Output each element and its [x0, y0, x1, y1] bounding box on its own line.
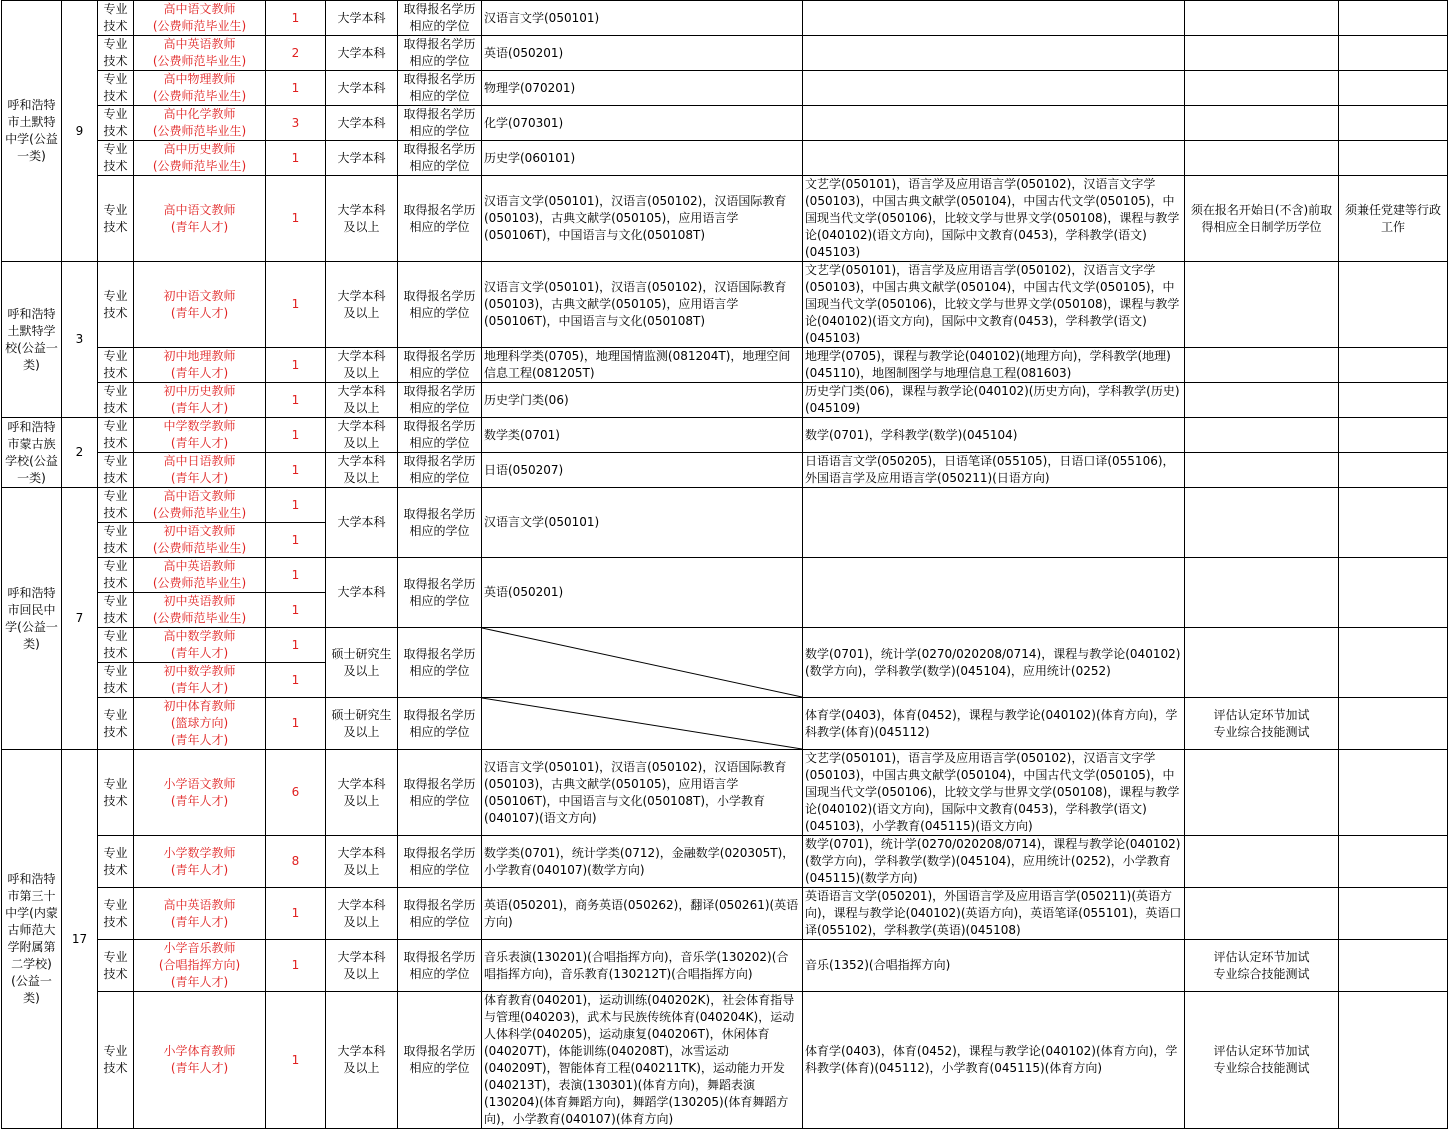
position-name: 初中数学教师 (青年人才)	[134, 663, 266, 698]
degree: 取得报名学历 相应的学位	[398, 750, 482, 836]
position-count: 1	[266, 992, 326, 1129]
other-condition	[1185, 888, 1339, 940]
undergrad-major: 历史学(060101)	[482, 141, 803, 176]
degree: 取得报名学历 相应的学位	[398, 418, 482, 453]
position-name: 小学体育教师 (青年人才)	[134, 992, 266, 1129]
education: 大学本科 及以上	[326, 750, 398, 836]
position-name: 高中语文教师 (公费师范毕业生)	[134, 488, 266, 523]
undergrad-major-na	[482, 698, 803, 750]
grad-major	[803, 36, 1185, 71]
other-condition: 须在报名开始日(不含)前取得相应全日制学历学位	[1185, 176, 1339, 262]
degree: 取得报名学历 相应的学位	[398, 940, 482, 992]
table-row	[2, 698, 1448, 750]
position-count: 1	[266, 1, 326, 36]
education: 大学本科 及以上	[326, 888, 398, 940]
remark	[1339, 940, 1448, 992]
education: 大学本科 及以上	[326, 383, 398, 418]
remark	[1339, 992, 1448, 1129]
category: 专业 技术	[98, 698, 134, 750]
remark	[1339, 383, 1448, 418]
other-condition	[1185, 488, 1339, 558]
undergrad-major: 体育教育(040201)，运动训练(040202K)，社会体育指导与管理(040203)，武术与民族传统体育(040204K)，运动人体科学(040205)，运动康复(040206T)，休闲体育(040207T)，体能训练(040208T)，冰雪运动(040209T)，智能体育工程(040211TK)，运动能力开发(040213T)，表演(130301)(体育方向)，舞蹈表演(130204)(体育舞蹈方向)，舞蹈学(130205)(体育舞蹈方向)，小学教育(040107)(体育方向)	[482, 992, 803, 1129]
degree: 取得报名学历 相应的学位	[398, 1, 482, 36]
remark	[1339, 488, 1448, 558]
position-name: 小学数学教师 (青年人才)	[134, 836, 266, 888]
remark	[1339, 750, 1448, 836]
undergrad-major: 物理学(070201)	[482, 71, 803, 106]
grad-major: 音乐(1352)(合唱指挥方向)	[803, 940, 1185, 992]
table-row	[2, 383, 1448, 418]
position-count: 1	[266, 628, 326, 663]
category: 专业 技术	[98, 940, 134, 992]
remark	[1339, 698, 1448, 750]
position-name: 初中地理教师 (青年人才)	[134, 348, 266, 383]
education: 硕士研究生 及以上	[326, 698, 398, 750]
position-name: 小学语文教师 (青年人才)	[134, 750, 266, 836]
category: 专业 技术	[98, 262, 134, 348]
position-count: 1	[266, 663, 326, 698]
table-row	[2, 888, 1448, 940]
education: 大学本科	[326, 1, 398, 36]
education: 大学本科	[326, 488, 398, 558]
remark	[1339, 348, 1448, 383]
unit-name: 呼和浩特市土默特中学(公益一类)	[2, 1, 62, 262]
position-name: 初中体育教师 (篮球方向) (青年人才)	[134, 698, 266, 750]
table-row	[2, 750, 1448, 836]
position-count: 1	[266, 523, 326, 558]
degree: 取得报名学历 相应的学位	[398, 453, 482, 488]
education: 大学本科 及以上	[326, 992, 398, 1129]
undergrad-major: 汉语言文学(050101)	[482, 1, 803, 36]
grad-major: 地理学(0705)，课程与教学论(040102)(地理方向)，学科教学(地理)(045110)，地图制图学与地理信息工程(081603)	[803, 348, 1185, 383]
other-condition	[1185, 141, 1339, 176]
education: 大学本科 及以上	[326, 418, 398, 453]
undergrad-major: 历史学门类(06)	[482, 383, 803, 418]
position-count: 1	[266, 593, 326, 628]
other-condition	[1185, 1, 1339, 36]
other-condition	[1185, 348, 1339, 383]
table-row	[2, 992, 1448, 1129]
grad-major	[803, 106, 1185, 141]
unit-count: 9	[62, 1, 98, 262]
position-count: 1	[266, 558, 326, 593]
position-count: 1	[266, 262, 326, 348]
category: 专业 技术	[98, 836, 134, 888]
category: 专业 技术	[98, 453, 134, 488]
degree: 取得报名学历 相应的学位	[398, 488, 482, 558]
grad-major	[803, 141, 1185, 176]
other-condition	[1185, 262, 1339, 348]
other-condition	[1185, 71, 1339, 106]
category: 专业 技术	[98, 106, 134, 141]
remark: 须兼任党建等行政工作	[1339, 176, 1448, 262]
table-row	[2, 940, 1448, 992]
degree: 取得报名学历 相应的学位	[398, 383, 482, 418]
position-name: 高中语文教师 (青年人才)	[134, 176, 266, 262]
degree: 取得报名学历 相应的学位	[398, 36, 482, 71]
education: 大学本科 及以上	[326, 348, 398, 383]
remark	[1339, 836, 1448, 888]
position-count: 1	[266, 141, 326, 176]
position-name: 小学音乐教师 (合唱指挥方向) (青年人才)	[134, 940, 266, 992]
undergrad-major: 化学(070301)	[482, 106, 803, 141]
other-condition	[1185, 106, 1339, 141]
undergrad-major-na	[482, 628, 803, 698]
category: 专业 技术	[98, 1, 134, 36]
position-name: 高中日语教师 (青年人才)	[134, 453, 266, 488]
undergrad-major: 地理科学类(0705)，地理国情监测(081204T)，地理空间信息工程(081205T)	[482, 348, 803, 383]
category: 专业 技术	[98, 418, 134, 453]
table-row	[2, 628, 1448, 663]
remark	[1339, 262, 1448, 348]
other-condition	[1185, 418, 1339, 453]
remark	[1339, 558, 1448, 628]
degree: 取得报名学历 相应的学位	[398, 176, 482, 262]
category: 专业 技术	[98, 383, 134, 418]
remark	[1339, 36, 1448, 71]
position-name: 高中英语教师 (青年人才)	[134, 888, 266, 940]
grad-major	[803, 71, 1185, 106]
undergrad-major: 英语(050201)	[482, 36, 803, 71]
grad-major: 文艺学(050101)，语言学及应用语言学(050102)，汉语言文字学(050103)，中国古典文献学(050104)，中国古代文学(050105)，中国现当代文学(050106)，比较文学与世界文学(050108)，课程与教学论(040102)(语文方向)，国际中文教育(0453)，学科教学(语文)(045103)，小学教育(045115)(语文方向)	[803, 750, 1185, 836]
education: 大学本科 及以上	[326, 176, 398, 262]
category: 专业 技术	[98, 593, 134, 628]
education: 大学本科 及以上	[326, 836, 398, 888]
unit-name: 呼和浩特市蒙古族学校(公益一类)	[2, 418, 62, 488]
undergrad-major: 数学类(0701)	[482, 418, 803, 453]
table-row	[2, 1, 1448, 36]
position-count: 1	[266, 418, 326, 453]
degree: 取得报名学历 相应的学位	[398, 106, 482, 141]
remark	[1339, 888, 1448, 940]
other-condition	[1185, 628, 1339, 698]
position-name: 中学数学教师 (青年人才)	[134, 418, 266, 453]
position-name: 高中英语教师 (公费师范毕业生)	[134, 36, 266, 71]
position-count: 1	[266, 383, 326, 418]
position-count: 3	[266, 106, 326, 141]
other-condition	[1185, 750, 1339, 836]
position-count: 1	[266, 453, 326, 488]
undergrad-major: 音乐表演(130201)(合唱指挥方向)，音乐学(130202)(合唱指挥方向)，音乐教育(130212T)(合唱指挥方向)	[482, 940, 803, 992]
category: 专业 技术	[98, 523, 134, 558]
table-row	[2, 176, 1448, 262]
position-count: 8	[266, 836, 326, 888]
recruitment-table	[1, 0, 1448, 1129]
remark	[1339, 453, 1448, 488]
unit-name: 呼和浩特市第三十中学(内蒙古师范大学附属第二学校)(公益一类)	[2, 750, 62, 1129]
unit-count: 3	[62, 262, 98, 418]
grad-major: 文艺学(050101)，语言学及应用语言学(050102)，汉语言文字学(050103)，中国古典文献学(050104)，中国古代文学(050105)，中国现当代文学(050106)，比较文学与世界文学(050108)，课程与教学论(040102)(语文方向)，国际中文教育(0453)，学科教学(语文)(045103)	[803, 262, 1185, 348]
position-name: 高中历史教师 (公费师范毕业生)	[134, 141, 266, 176]
category: 专业 技术	[98, 558, 134, 593]
remark	[1339, 71, 1448, 106]
table-row	[2, 348, 1448, 383]
remark	[1339, 628, 1448, 698]
other-condition	[1185, 453, 1339, 488]
category: 专业 技术	[98, 750, 134, 836]
position-name: 高中英语教师 (公费师范毕业生)	[134, 558, 266, 593]
degree: 取得报名学历 相应的学位	[398, 836, 482, 888]
undergrad-major: 汉语言文学(050101)，汉语言(050102)，汉语国际教育(050103)，古典文献学(050105)，应用语言学(050106T)，中国语言与文化(050108T)	[482, 262, 803, 348]
grad-major: 数学(0701)，统计学(0270/020208/0714)，课程与教学论(040102)(数学方向)，学科教学(数学)(045104)，应用统计(0252)	[803, 628, 1185, 698]
position-name: 高中语文教师 (公费师范毕业生)	[134, 1, 266, 36]
other-condition: 评估认定环节加试 专业综合技能测试	[1185, 698, 1339, 750]
remark	[1339, 418, 1448, 453]
remark	[1339, 141, 1448, 176]
grad-major: 日语语言文学(050205)，日语笔译(055105)，日语口译(055106)，外国语言学及应用语言学(050211)(日语方向)	[803, 453, 1185, 488]
position-name: 初中语文教师 (青年人才)	[134, 262, 266, 348]
grad-major: 英语语言文学(050201)，外国语言学及应用语言学(050211)(英语方向)，课程与教学论(040102)(英语方向)，英语笔译(055101)，英语口译(055102)，学科教学(英语)(045108)	[803, 888, 1185, 940]
table-row	[2, 453, 1448, 488]
degree: 取得报名学历 相应的学位	[398, 698, 482, 750]
education: 大学本科 及以上	[326, 453, 398, 488]
category: 专业 技术	[98, 663, 134, 698]
table-row	[2, 106, 1448, 141]
table-row	[2, 141, 1448, 176]
position-count: 1	[266, 888, 326, 940]
position-name: 初中语文教师 (公费师范毕业生)	[134, 523, 266, 558]
category: 专业 技术	[98, 992, 134, 1129]
degree: 取得报名学历 相应的学位	[398, 262, 482, 348]
degree: 取得报名学历 相应的学位	[398, 992, 482, 1129]
undergrad-major: 英语(050201)，商务英语(050262)，翻译(050261)(英语方向)	[482, 888, 803, 940]
undergrad-major: 数学类(0701)，统计学类(0712)，金融数学(020305T)，小学教育(040107)(数学方向)	[482, 836, 803, 888]
unit-name: 呼和浩特土默特学校(公益一类)	[2, 262, 62, 418]
other-condition: 评估认定环节加试 专业综合技能测试	[1185, 992, 1339, 1129]
education: 大学本科	[326, 558, 398, 628]
table-row	[2, 418, 1448, 453]
grad-major: 体育学(0403)，体育(0452)，课程与教学论(040102)(体育方向)，学科教学(体育)(045112)，小学教育(045115)(体育方向)	[803, 992, 1185, 1129]
grad-major	[803, 558, 1185, 628]
undergrad-major: 汉语言文学(050101)，汉语言(050102)，汉语国际教育(050103)，古典文献学(050105)，应用语言学(050106T)，中国语言与文化(050108T)	[482, 176, 803, 262]
unit-name: 呼和浩特市回民中学(公益一类)	[2, 488, 62, 750]
position-count: 1	[266, 71, 326, 106]
table-row	[2, 36, 1448, 71]
category: 专业 技术	[98, 348, 134, 383]
education: 大学本科	[326, 71, 398, 106]
undergrad-major: 汉语言文学(050101)	[482, 488, 803, 558]
degree: 取得报名学历 相应的学位	[398, 888, 482, 940]
degree: 取得报名学历 相应的学位	[398, 71, 482, 106]
category: 专业 技术	[98, 71, 134, 106]
other-condition	[1185, 558, 1339, 628]
grad-major: 历史学门类(06)，课程与教学论(040102)(历史方向)，学科教学(历史)(045109)	[803, 383, 1185, 418]
position-count: 1	[266, 176, 326, 262]
position-name: 高中化学教师 (公费师范毕业生)	[134, 106, 266, 141]
grad-major: 体育学(0403)，体育(0452)，课程与教学论(040102)(体育方向)，学科教学(体育)(045112)	[803, 698, 1185, 750]
position-name: 初中历史教师 (青年人才)	[134, 383, 266, 418]
category: 专业 技术	[98, 176, 134, 262]
education: 大学本科 及以上	[326, 262, 398, 348]
position-count: 1	[266, 348, 326, 383]
grad-major: 数学(0701)，学科教学(数学)(045104)	[803, 418, 1185, 453]
education: 大学本科	[326, 141, 398, 176]
education: 硕士研究生 及以上	[326, 628, 398, 698]
other-condition	[1185, 836, 1339, 888]
category: 专业 技术	[98, 36, 134, 71]
unit-count: 17	[62, 750, 98, 1129]
table-row	[2, 558, 1448, 593]
degree: 取得报名学历 相应的学位	[398, 141, 482, 176]
degree: 取得报名学历 相应的学位	[398, 558, 482, 628]
other-condition	[1185, 36, 1339, 71]
position-count: 1	[266, 488, 326, 523]
undergrad-major: 日语(050207)	[482, 453, 803, 488]
degree: 取得报名学历 相应的学位	[398, 628, 482, 698]
position-count: 1	[266, 940, 326, 992]
position-name: 高中数学教师 (青年人才)	[134, 628, 266, 663]
position-name: 高中物理教师 (公费师范毕业生)	[134, 71, 266, 106]
remark	[1339, 106, 1448, 141]
table-row	[2, 488, 1448, 523]
position-name: 初中英语教师 (公费师范毕业生)	[134, 593, 266, 628]
grad-major	[803, 1, 1185, 36]
grad-major: 文艺学(050101)，语言学及应用语言学(050102)，汉语言文字学(050103)，中国古典文献学(050104)，中国古代文学(050105)，中国现当代文学(050106)，比较文学与世界文学(050108)，课程与教学论(040102)(语文方向)，国际中文教育(0453)，学科教学(语文)(045103)	[803, 176, 1185, 262]
degree: 取得报名学历 相应的学位	[398, 348, 482, 383]
education: 大学本科	[326, 36, 398, 71]
other-condition	[1185, 383, 1339, 418]
undergrad-major: 汉语言文学(050101)，汉语言(050102)，汉语国际教育(050103)，古典文献学(050105)，应用语言学(050106T)，中国语言与文化(050108T)，小学教育(040107)(语文方向)	[482, 750, 803, 836]
table-row	[2, 71, 1448, 106]
position-count: 2	[266, 36, 326, 71]
unit-count: 7	[62, 488, 98, 750]
position-count: 6	[266, 750, 326, 836]
category: 专业 技术	[98, 141, 134, 176]
position-count: 1	[266, 698, 326, 750]
table-row	[2, 262, 1448, 348]
category: 专业 技术	[98, 628, 134, 663]
category: 专业 技术	[98, 888, 134, 940]
grad-major: 数学(0701)，统计学(0270/020208/0714)，课程与教学论(040102)(数学方向)，学科教学(数学)(045104)，应用统计(0252)，小学教育(045115)(数学方向)	[803, 836, 1185, 888]
grad-major	[803, 488, 1185, 558]
category: 专业 技术	[98, 488, 134, 523]
education: 大学本科 及以上	[326, 940, 398, 992]
remark	[1339, 1, 1448, 36]
education: 大学本科	[326, 106, 398, 141]
unit-count: 2	[62, 418, 98, 488]
other-condition: 评估认定环节加试 专业综合技能测试	[1185, 940, 1339, 992]
undergrad-major: 英语(050201)	[482, 558, 803, 628]
table-row	[2, 836, 1448, 888]
